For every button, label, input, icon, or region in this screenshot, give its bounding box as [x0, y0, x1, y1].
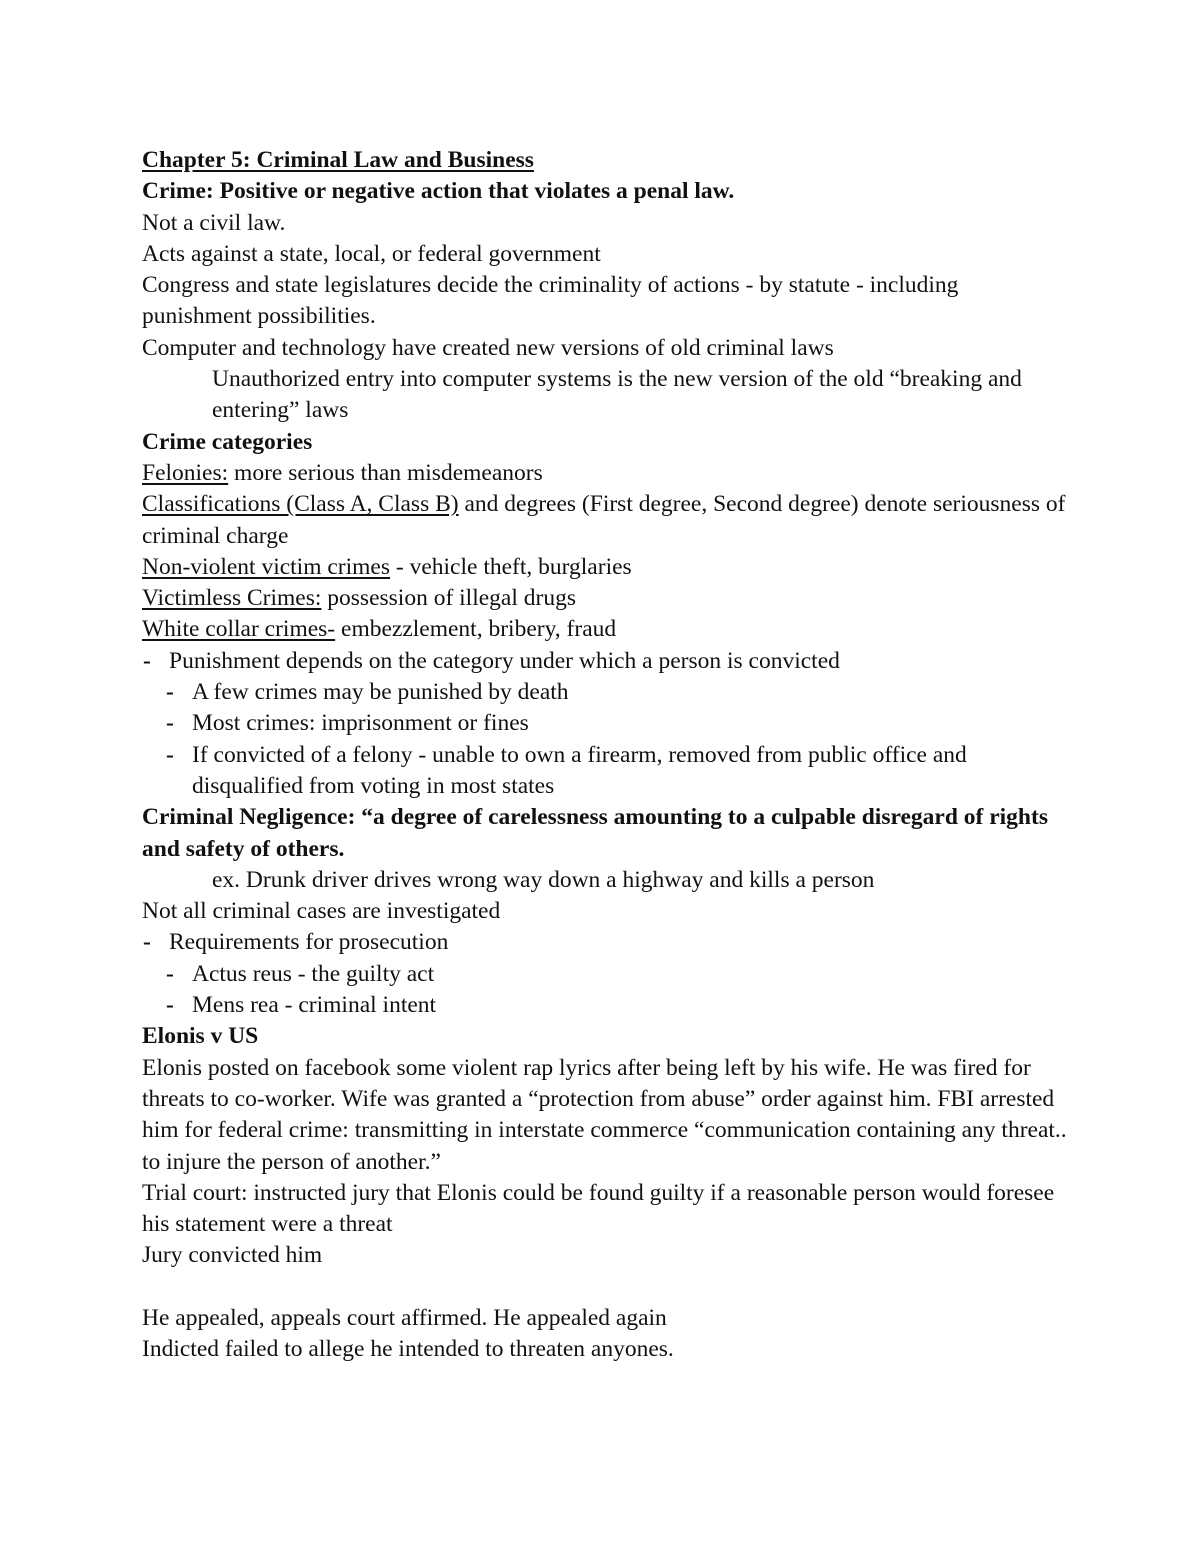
case-trial-court: Trial court: instructed jury that Elonis could be found guilty if a reasonable person would foresee his statement were a threat [142, 1179, 1055, 1238]
white-collar-desc: embezzlement, bribery, fraud [335, 616, 617, 643]
note-legislatures: Congress and state legislatures decide the criminality of actions - by statute - including punishment possibilities. [142, 272, 959, 330]
blank-line [142, 1272, 1067, 1303]
felonies-desc: more serious than misdemeanors [228, 459, 543, 486]
bullet-punish-imprisonment: - Most crimes: imprisonment or fines [142, 708, 1067, 739]
nonviolent-desc: - vehicle theft, burglaries [390, 553, 632, 580]
crime-definition: Crime: Positive or negative action that violates a penal law. [142, 178, 735, 205]
white-collar-term: White collar crimes- [142, 616, 336, 643]
criminal-negligence-definition: Criminal Negligence: “a degree of carelessness amounting to a culpable disregard of rights and safety of others. [142, 804, 1048, 862]
felonies-term: Felonies: [142, 459, 229, 486]
category-victimless [142, 583, 1067, 614]
bullet-punishment: - Punishment depends on the category under which a person is convicted [142, 646, 1067, 677]
case-indictment: Indicted failed to allege he intended to threaten anyones. [142, 1336, 674, 1363]
note-technology: Computer and technology have created new versions of old criminal laws [142, 334, 834, 361]
case-jury: Jury convicted him [142, 1242, 323, 1269]
bullet-punish-death: - A few crimes may be punished by death [142, 677, 1067, 708]
case-facts: Elonis posted on facebook some violent rap lyrics after being left by his wife. He was fired for threats to co-worker. Wife was granted a “protection from abuse” order against him. FBI arrested him for federal crime: transmitting in interstate commerce “communication containing any threat.. to injure the person of another.” [142, 1054, 1067, 1175]
category-classifications [142, 489, 1067, 552]
bullet-actus-reus: - Actus reus - the guilty act [142, 959, 1067, 990]
victimless-desc: possession of illegal drugs [321, 585, 576, 612]
bullet-punish-felony: - If convicted of a felony - unable to own a firearm, removed from public office and disqualified from voting in most states [142, 740, 1067, 803]
classifications-desc: and degrees (First degree, Second degree) denote seriousness of criminal charge [142, 491, 1066, 549]
note-civil-law: Not a civil law. [142, 209, 286, 236]
document-page [142, 145, 1067, 1366]
bullet-mens-rea: - Mens rea - criminal intent [142, 990, 1067, 1021]
classifications-term: Classifications (Class A, Class B) [142, 491, 459, 518]
case-appeal: He appealed, appeals court affirmed. He appealed again [142, 1304, 667, 1331]
case-title: Elonis v US [142, 1023, 259, 1050]
chapter-title: Chapter 5: Criminal Law and Business [142, 147, 534, 173]
note-government: Acts against a state, local, or federal government [142, 240, 601, 267]
negligence-example: ex. Drunk driver drives wrong way down a highway and kills a person [212, 866, 875, 893]
category-white-collar [142, 614, 1067, 645]
note-not-investigated: Not all criminal cases are investigated [142, 898, 501, 925]
victimless-term: Victimless Crimes: [142, 585, 322, 612]
nonviolent-term: Non-violent victim crimes [142, 553, 391, 580]
category-felonies [142, 458, 1067, 489]
bullet-requirements: - Requirements for prosecution [142, 927, 1067, 958]
section-crime-categories: Crime categories [142, 428, 313, 455]
note-unauthorized-entry: Unauthorized entry into computer systems is the new version of the old “breaking and entering” laws [212, 366, 1022, 424]
category-nonviolent [142, 552, 1067, 583]
